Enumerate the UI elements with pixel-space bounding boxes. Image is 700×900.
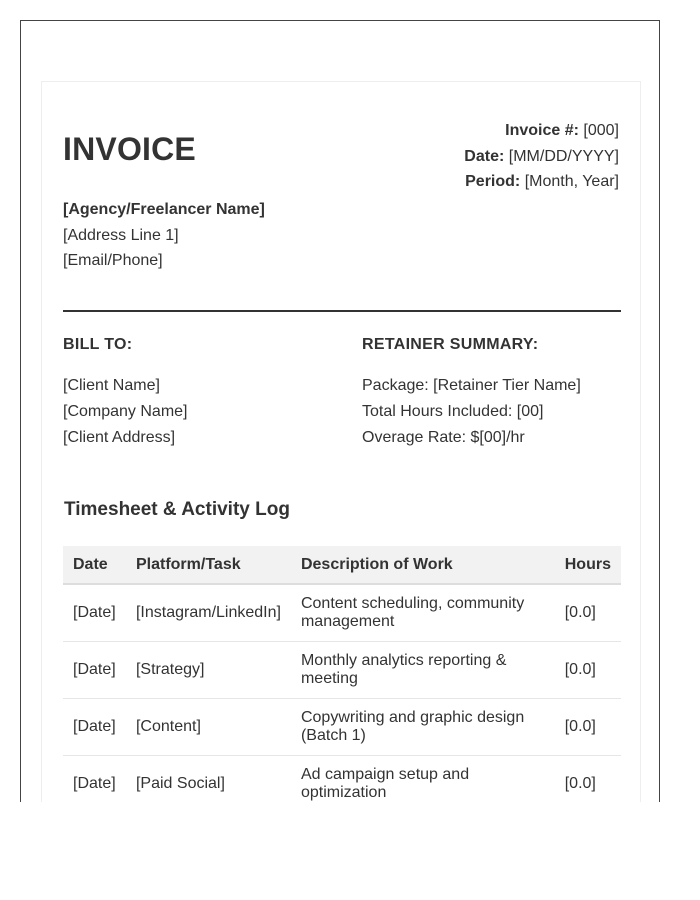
retainer-overage-rate: Overage Rate: $[00]/hr — [362, 429, 525, 446]
agency-contact: [Email/Phone] — [63, 252, 163, 269]
table-row — [63, 584, 621, 641]
table-row — [63, 641, 621, 698]
retainer-package: Package: [Retainer Tier Name] — [362, 377, 581, 394]
timesheet-table — [63, 546, 621, 802]
company-name: [Company Name] — [63, 403, 188, 420]
invoice-number — [505, 123, 619, 139]
retainer-hours-included: Total Hours Included: [00] — [362, 403, 544, 420]
agency-address: [Address Line 1] — [63, 227, 179, 244]
row-hours: [0.0] — [555, 698, 621, 755]
invoice-title: INVOICE — [63, 131, 196, 167]
table-row — [63, 698, 621, 755]
row-description: Copywriting and graphic design (Batch 1) — [291, 698, 555, 755]
column-header-description: Description of Work — [291, 546, 555, 584]
invoice-period — [465, 174, 619, 190]
row-date: [Date] — [63, 641, 126, 698]
row-platform: [Content] — [126, 698, 291, 755]
timesheet-title: Timesheet & Activity Log — [64, 499, 290, 520]
client-address: [Client Address] — [63, 429, 176, 446]
invoice-number-value: [000] — [583, 122, 619, 139]
row-description: Ad campaign setup and optimization — [291, 755, 555, 802]
invoice-date — [464, 149, 619, 165]
agency-name: [Agency/Freelancer Name] — [63, 201, 265, 218]
retainer-summary-heading: RETAINER SUMMARY: — [362, 336, 539, 353]
row-platform: [Paid Social] — [126, 755, 291, 802]
client-name: [Client Name] — [63, 377, 160, 394]
header-divider — [63, 310, 621, 312]
row-date: [Date] — [63, 755, 126, 802]
row-date: [Date] — [63, 698, 126, 755]
invoice-date-value: [MM/DD/YYYY] — [508, 148, 619, 165]
row-description: Monthly analytics reporting & meeting — [291, 641, 555, 698]
row-hours: [0.0] — [555, 755, 621, 802]
invoice-date-label: Date: — [464, 148, 505, 165]
column-header-platform: Platform/Task — [126, 546, 291, 584]
bill-to-heading: BILL TO: — [63, 336, 133, 353]
row-platform: [Strategy] — [126, 641, 291, 698]
invoice-number-label: Invoice #: — [505, 122, 579, 139]
document-frame — [20, 20, 660, 802]
column-header-hours: Hours — [555, 546, 621, 584]
invoice-period-value: [Month, Year] — [524, 173, 619, 190]
invoice-period-label: Period: — [465, 173, 521, 190]
row-date: [Date] — [63, 584, 126, 641]
row-platform: [Instagram/LinkedIn] — [126, 584, 291, 641]
row-hours: [0.0] — [555, 641, 621, 698]
table-row — [63, 755, 621, 802]
row-description: Content scheduling, community management — [291, 584, 555, 641]
row-hours: [0.0] — [555, 584, 621, 641]
table-header-row — [63, 546, 621, 584]
column-header-date: Date — [63, 546, 126, 584]
